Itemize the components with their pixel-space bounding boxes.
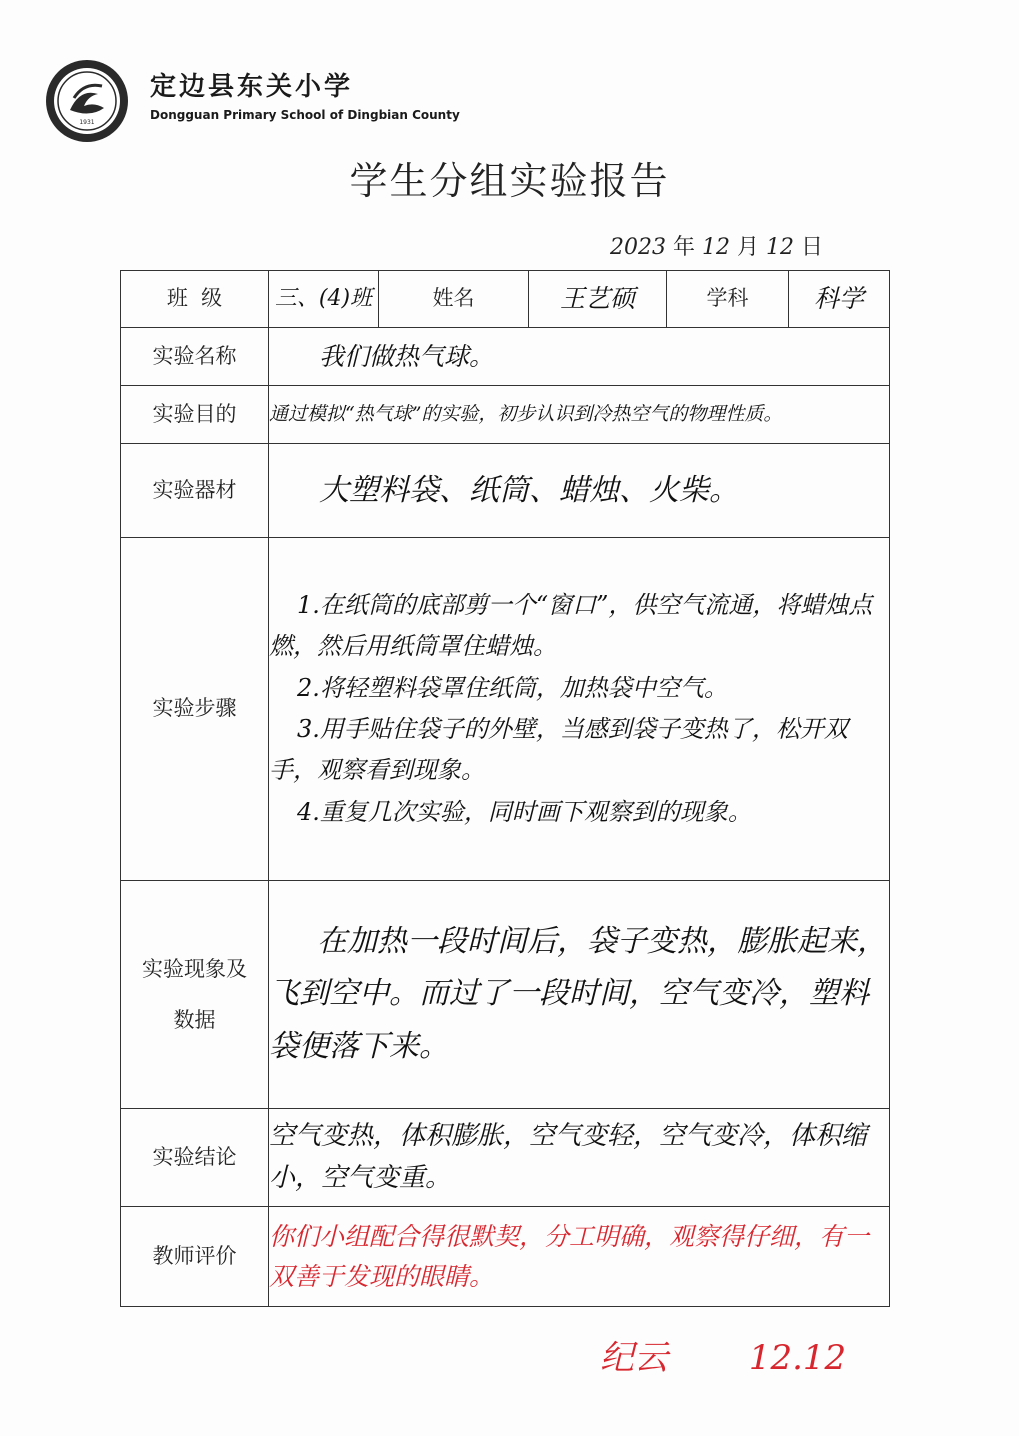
report-table — [120, 270, 890, 1307]
observation-label-line2: 数据 — [173, 1007, 216, 1032]
school-name-cn: 定边县东关小学 — [150, 72, 354, 102]
name-value: 王艺硕 — [529, 271, 667, 328]
experiment-name-row — [121, 328, 890, 386]
date-month-unit: 月 — [737, 235, 760, 260]
step-item: 2.将轻塑料袋罩住纸筒，加热袋中空气。 — [297, 673, 728, 702]
info-row — [121, 271, 890, 328]
subject-value: 科学 — [789, 271, 890, 328]
report-date — [610, 230, 823, 261]
purpose-row — [121, 386, 890, 444]
materials-row — [121, 444, 890, 538]
teacher-comment-value: 你们小组配合得很默契，分工明确，观察得仔细，有一双善于发现的眼睛。 — [269, 1207, 890, 1307]
subject-label: 学科 — [667, 271, 789, 328]
step-item: 3.用手贴住袋子的外壁，当感到袋子变热了，松开双手，观察看到现象。 — [269, 715, 848, 785]
class-value: 三、(4)班 — [269, 271, 379, 328]
name-label: 姓名 — [379, 271, 529, 328]
page-title: 学生分组实验报告 — [349, 159, 670, 203]
teacher-comment-row — [121, 1207, 890, 1307]
conclusion-value: 空气变热，体积膨胀，空气变轻，空气变冷，体积缩小，空气变重。 — [269, 1109, 890, 1207]
purpose-value: 通过模拟“热气球”的实验，初步认识到冷热空气的物理性质。 — [269, 386, 890, 444]
date-year: 2023 — [610, 235, 666, 260]
steps-content — [269, 538, 890, 881]
step-item: 4.重复几次实验，同时画下观察到的现象。 — [297, 797, 752, 826]
observation-value: 在加热一段时间后，袋子变热，膨胀起来，飞到空中。而过了一段时间，空气变冷，塑料袋便落下来。 — [269, 881, 890, 1109]
class-label: 班 级 — [121, 271, 269, 328]
observation-label — [121, 881, 269, 1109]
date-month: 12 — [702, 235, 731, 260]
conclusion-row — [121, 1109, 890, 1207]
observation-label-line1: 实验现象及 — [142, 957, 247, 982]
school-name-en: Dongguan Primary School of Dingbian County — [150, 108, 460, 122]
purpose-label: 实验目的 — [121, 386, 269, 444]
date-day-unit: 日 — [801, 235, 824, 260]
date-day: 12 — [766, 235, 795, 260]
steps-row — [121, 538, 890, 881]
signature-name: 纪云 — [600, 1338, 668, 1378]
steps-label: 实验步骤 — [121, 538, 269, 881]
conclusion-label: 实验结论 — [121, 1109, 269, 1207]
svg-text:1931: 1931 — [79, 119, 95, 126]
materials-value: 大塑料袋、纸筒、蜡烛、火柴。 — [269, 444, 890, 538]
school-logo-icon — [44, 58, 130, 144]
teacher-comment-label: 教师评价 — [121, 1207, 269, 1307]
materials-label: 实验器材 — [121, 444, 269, 538]
observation-row — [121, 881, 890, 1109]
teacher-signature — [600, 1330, 846, 1379]
experiment-name-value: 我们做热气球。 — [269, 328, 890, 386]
step-item: 1.在纸筒的底部剪一个“窗口”，供空气流通，将蜡烛点燃，然后用纸筒罩住蜡烛。 — [269, 591, 873, 661]
signature-date: 12.12 — [748, 1338, 847, 1378]
experiment-name-label: 实验名称 — [121, 328, 269, 386]
date-year-unit: 年 — [673, 235, 696, 260]
